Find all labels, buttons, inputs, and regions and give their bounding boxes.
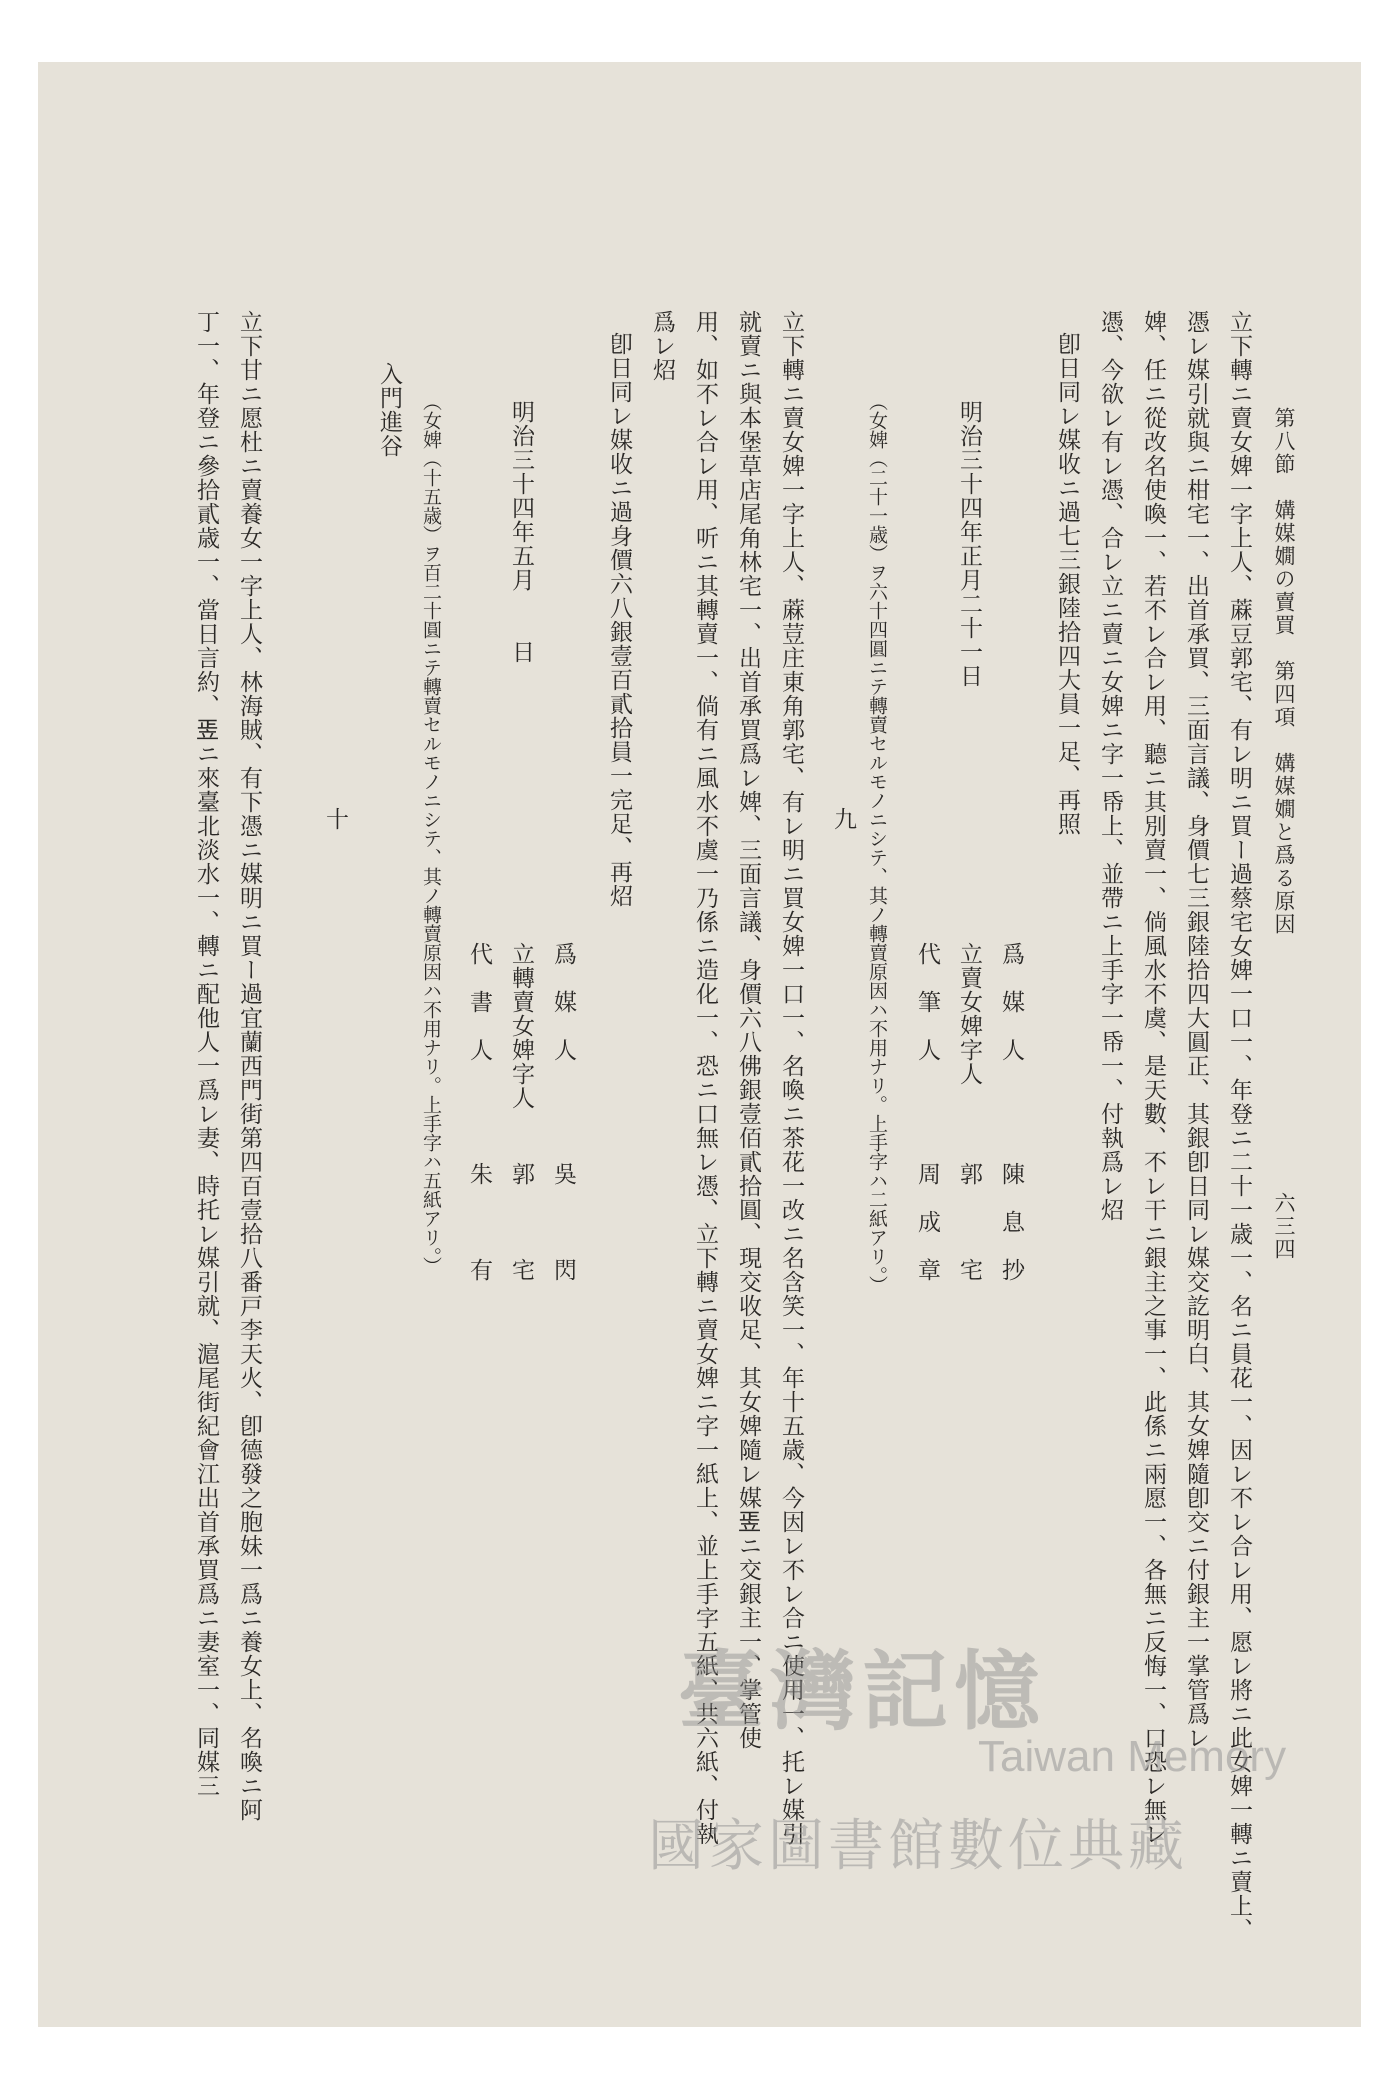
item-number: 九 — [830, 807, 856, 831]
document-page — [38, 62, 1361, 2027]
text-column-8: 用、如不レ合レ用、听ニ其轉賣一、倘有ニ風水不虞一乃係ニ造化一、恐ニ口無レ憑、立下轉ニ賣女婢ニ字一紙上、並上手字五紙、共六紙、付執 — [692, 310, 718, 1846]
signature-role: 代 書 人 — [466, 942, 492, 1062]
signature-name: 郭 宅 — [508, 1162, 534, 1282]
text-column-12: 丁一、年登ニ參拾貳歳一、當日言約、𥩠ニ來臺北淡水一、轉ニ配他人一爲レ妻、時托レ媒引就、滬尾街紀會江出首承買爲ニ妻室一、同媒三 — [193, 310, 219, 1798]
text-column-10: 卽日同レ媒收ニ過身價六八銀壹百貳拾員一完足、再炤 — [606, 332, 632, 908]
text-column-6: 立下轉ニ賣女婢一字上人、蔴荳庄東角郭宅、有レ明ニ買女婢一口一、名喚ニ茶花一改ニ名含笑一、年十五歳、今因レ不レ合ニ使用一、托レ媒引 — [778, 310, 804, 1846]
date-line: 明治三十四年正月二十一日 — [956, 400, 982, 688]
signature-name: 郭 宅 — [956, 1162, 982, 1282]
text-column-11: 立下甘ニ愿杜ニ賣養女一字上人、林海賊、有下憑ニ媒明ニ買ー過宜蘭西門街第四百壹拾八番戸李天火、卽德發之胞妹一爲ニ養女上、名喚ニ阿 — [236, 310, 262, 1822]
signature-role: 立賣女婢字人 — [956, 942, 982, 1086]
text-column-4: 憑、今欲レ有レ憑、合レ立ニ賣ニ女婢ニ字一帋上、並帶ニ上手字一帋一、付執爲レ炤 — [1097, 310, 1123, 1222]
signature-name: 吳 閃 — [550, 1162, 576, 1282]
editor-note: （女婢（二十一歳）ヲ六十四圓ニテ轉賣セルモノニシテ、其ノ轉賣原因ハ不用ナリ。上手字ハ二紙アリ。） — [866, 392, 888, 1295]
editor-note: （女婢（十五歳）ヲ百二十圓ニテ轉賣セルモノニシテ、其ノ轉賣原因ハ不用ナリ。上手字ハ五紙アリ。） — [420, 392, 442, 1276]
text-column-2: 憑レ媒引就與ニ柑宅一、出首承買、三面言議、身價七三銀陸拾四大圓正、其銀卽日同レ媒交訖明白、其女婢隨卽交ニ付銀主一掌管爲レ — [1183, 310, 1209, 1750]
text-column-5: 卽日同レ媒收ニ過七三銀陸拾四大員一足、再照 — [1054, 332, 1080, 836]
date-line: 明治三十四年五月 日 — [508, 400, 534, 664]
text-column-1: 立下轉ニ賣女婢一字上人、蔴豆郭宅、有レ明ニ買ー過蔡宅女婢一口一、年登ニ二十一歳一、名ニ員花一、因レ不レ合レ用、愿レ將ニ此女婢一轉ニ賣上、 — [1226, 310, 1252, 1942]
signature-role: 立轉賣女婢字人 — [508, 942, 534, 1110]
signature-name: 朱 有 — [466, 1162, 492, 1282]
text-column-7: 就賣ニ與本堡草店尾角林宅一、出首承買爲レ婢、三面言議、身價六八佛銀壹佰貳拾圓、現交收足、其女婢隨レ媒𥩠ニ交銀主一、掌管使 — [735, 310, 761, 1750]
signature-role: 代 筆 人 — [914, 942, 940, 1062]
signature-role: 爲 媒 人 — [550, 942, 576, 1062]
item-number: 十 — [322, 807, 348, 831]
text-column-9: 爲レ炤 — [649, 310, 675, 382]
signature-role: 爲 媒 人 — [998, 942, 1024, 1062]
text-column-3: 婢、任ニ從改名使喚一、若不レ合レ用、聽ニ其別賣一、倘風水不虞、是天數、不レ干ニ銀主之事一、此係ニ兩愿一、各無ニ反悔一、口恐レ無レ — [1140, 310, 1166, 1846]
signature-name: 周 成 章 — [914, 1162, 940, 1282]
watermark-org: 國家圖書館數位典藏 — [648, 1814, 1188, 1879]
watermark-subtitle: Taiwan Memory — [978, 1732, 1287, 1781]
page-number: 六三四 — [1272, 1192, 1296, 1261]
watermark-title: 臺灣記憶 — [678, 1641, 1046, 1742]
section-header: 第八節 媾媒嫺の賣買 第四項 媾媒嫺と爲る原因 — [1272, 407, 1296, 936]
margin-note: 入門進谷 — [376, 362, 402, 458]
signature-name: 陳 息 抄 — [998, 1162, 1024, 1282]
